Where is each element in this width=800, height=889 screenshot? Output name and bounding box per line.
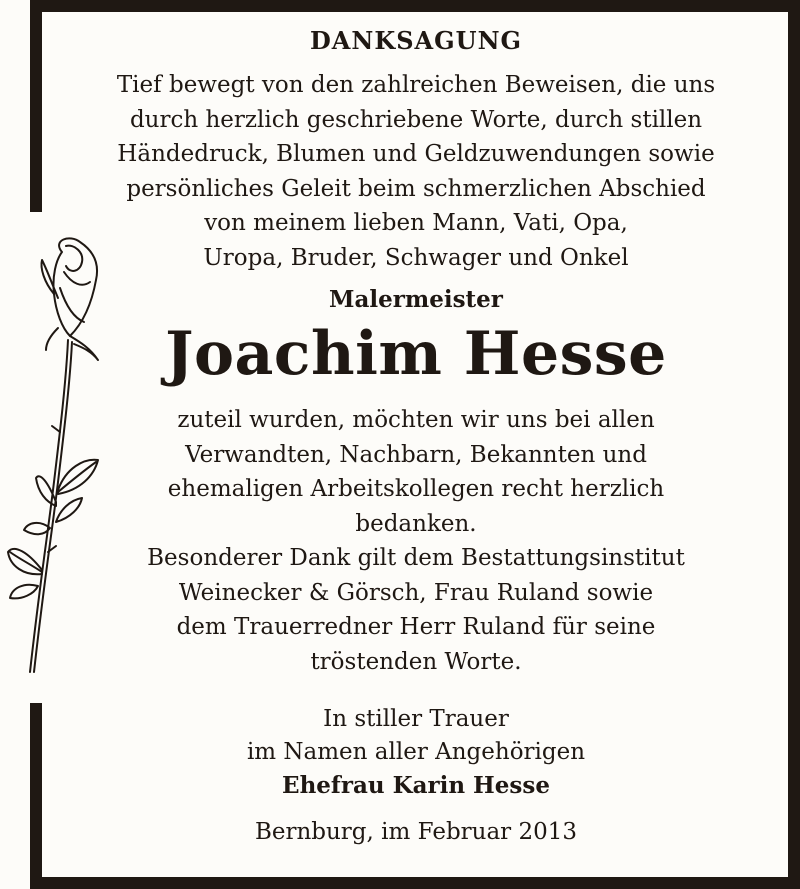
thanks-line: ehemaligen Arbeitskollegen recht herzlich bbox=[167, 476, 665, 502]
intro-line: Tief bewegt von den zahlreichen Beweisen, die uns bbox=[116, 72, 716, 98]
frame-left-border-upper bbox=[30, 0, 42, 212]
frame-bottom-border bbox=[30, 877, 800, 889]
closing-line: In stiller Trauer bbox=[323, 706, 509, 732]
thanks-line: zuteil wurden, möchten wir uns bei allen bbox=[177, 407, 655, 433]
frame-top-border bbox=[30, 0, 800, 12]
notice-content bbox=[60, 26, 772, 849]
thanks-line: tröstenden Worte. bbox=[310, 648, 522, 675]
signer-name: Ehefrau Karin Hesse bbox=[282, 772, 550, 799]
intro-line: von meinem lieben Mann, Vati, Opa, bbox=[204, 210, 628, 236]
thanks-line: bedanken. bbox=[355, 510, 477, 537]
deceased-name: Joachim Hesse bbox=[165, 319, 667, 389]
thanks-line: Weinecker & Görsch, Frau Ruland sowie bbox=[178, 579, 654, 606]
closing-block bbox=[60, 703, 772, 802]
closing-line: im Namen aller Angehörigen bbox=[246, 739, 586, 765]
intro-paragraph bbox=[60, 68, 772, 275]
frame-right-border bbox=[788, 0, 800, 889]
intro-line: durch herzlich geschriebene Worte, durch stillen bbox=[129, 106, 703, 133]
frame-left-border-lower bbox=[30, 703, 42, 889]
intro-line: Uropa, Bruder, Schwager und Onkel bbox=[203, 244, 629, 271]
intro-line: persönliches Geleit beim schmerzlichen Abschied bbox=[126, 175, 706, 202]
notice-heading: DANKSAGUNG bbox=[309, 26, 523, 55]
thanks-line: Besonderer Dank gilt dem Bestattungsinstitut bbox=[147, 545, 685, 571]
intro-line: Händedruck, Blumen und Geldzuwendungen sowie bbox=[117, 141, 715, 167]
deceased-profession: Malermeister bbox=[329, 286, 503, 313]
thanks-line: dem Trauerredner Herr Ruland für seine bbox=[176, 614, 656, 640]
place-date: Bernburg, im Februar 2013 bbox=[254, 819, 578, 845]
thanks-line: Verwandten, Nachbarn, Bekannten und bbox=[185, 441, 647, 468]
thanks-paragraph bbox=[60, 403, 772, 679]
